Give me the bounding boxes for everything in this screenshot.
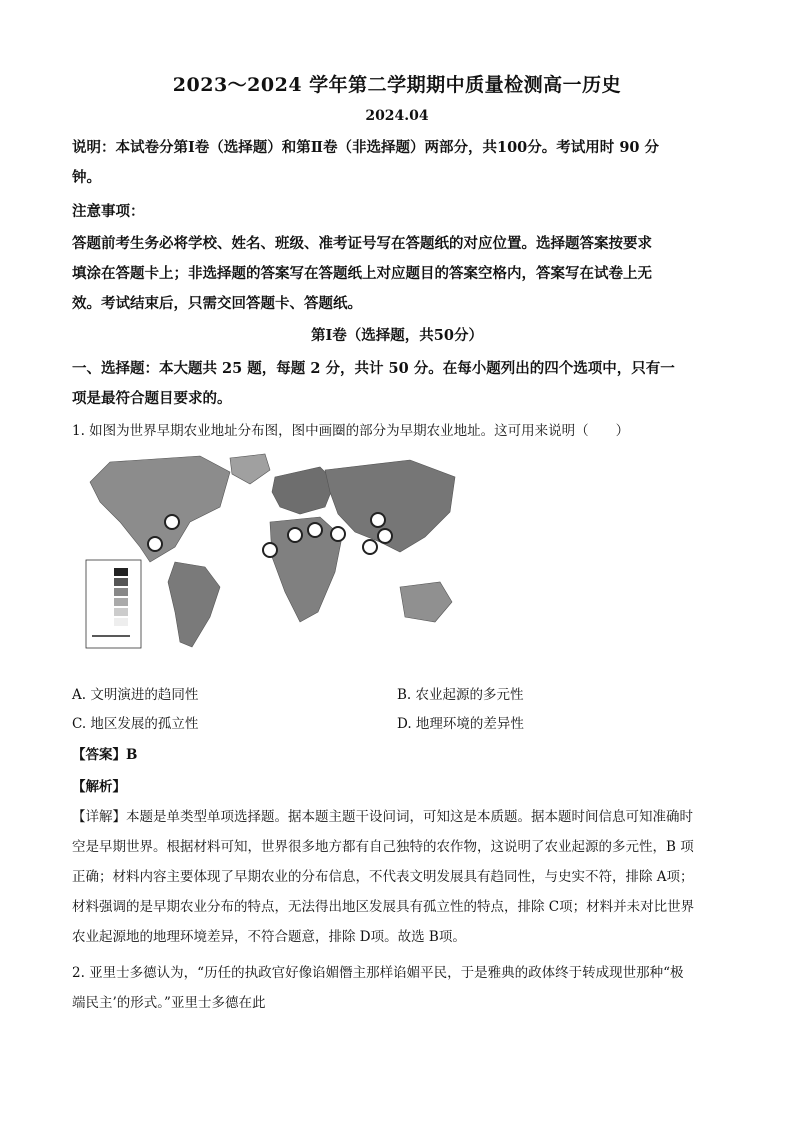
option-a: A. 文明演进的趋同性 [72, 687, 199, 703]
site-marker [308, 523, 322, 537]
site-marker [263, 543, 277, 557]
site-marker [288, 528, 302, 542]
detail-line-2: 空是早期世界。根据材料可知，世界很多地方都有自己独特的农作物，这说明了农业起源的多元性，B 项 [72, 839, 694, 855]
section-desc-line-1: 一、选择题：本大题共 25 题，每题 2 分，共计 50 分。在每小题列出的四个选项中，只有一 [72, 360, 675, 377]
section-desc-line-2: 项是最符合题目要求的。 [72, 390, 232, 407]
detail-line-3: 正确；材料内容主要体现了早期农业的分布信息，不代表文明发展具有趋同性，与史实不符，排除 A项； [72, 869, 694, 885]
note-line-1: 说明：本试卷分第Ⅰ卷（选择题）和第Ⅱ卷（非选择题）两部分，共100分。考试用时 90 分 [72, 139, 660, 156]
option-d: D. 地理环境的差异性 [397, 716, 524, 732]
page-title: 2023～2024 学年第二学期期中质量检测高一历史 [172, 74, 622, 96]
analysis-tag: 【解析】 [72, 779, 126, 795]
site-marker [165, 515, 179, 529]
detail-line-5: 农业起源地的地理环境差异，不符合题意，排除 D项。故选 B项。 [72, 929, 466, 945]
attention-line-1: 答题前考生务必将学校、姓名、班级、准考证号写在答题纸的对应位置。选择题答案按要求 [72, 235, 652, 252]
site-marker [378, 529, 392, 543]
attention-line-3: 效。考试结束后，只需交回答题卡、答题纸。 [72, 295, 362, 312]
exam-date: 2024.04 [365, 108, 429, 124]
question-1-stem: 1. 如图为世界早期农业地址分布图，图中画圈的部分为早期农业地址。这可用来说明（ ） [72, 423, 630, 439]
note-line-2: 钟。 [72, 169, 101, 186]
world-agriculture-map [80, 452, 470, 657]
attention-line-2: 填涂在答题卡上；非选择题的答案写在答题纸上对应题目的答案空格内，答案写在试卷上无 [72, 265, 652, 282]
question-2-line-1: 2. 亚里士多德认为，“历任的执政官好像谄媚僭主那样谄媚平民，于是雅典的政体终于转成现世那种“极 [72, 965, 684, 981]
question-2-line-2: 端民主’的形式。”亚里士多德在此 [72, 995, 266, 1011]
section-title: 第Ⅰ卷（选择题，共50分） [311, 327, 483, 344]
detail-line-4: 材料强调的是早期农业分布的特点，无法得出地区发展具有孤立性的特点，排除 C项；材料并未对比世界 [72, 899, 695, 915]
option-b: B. 农业起源的多元性 [397, 687, 524, 703]
answer-tag: 【答案】B [72, 747, 138, 763]
detail-line-1: 【详解】本题是单类型单项选择题。据本题主题干设问词，可知这是本质题。据本题时间信息可知准确时 [72, 809, 693, 825]
site-marker [331, 527, 345, 541]
site-marker [371, 513, 385, 527]
attention-title: 注意事项： [72, 203, 145, 220]
option-c: C. 地区发展的孤立性 [72, 716, 199, 732]
site-marker [363, 540, 377, 554]
map-legend [86, 560, 141, 648]
site-marker [148, 537, 162, 551]
